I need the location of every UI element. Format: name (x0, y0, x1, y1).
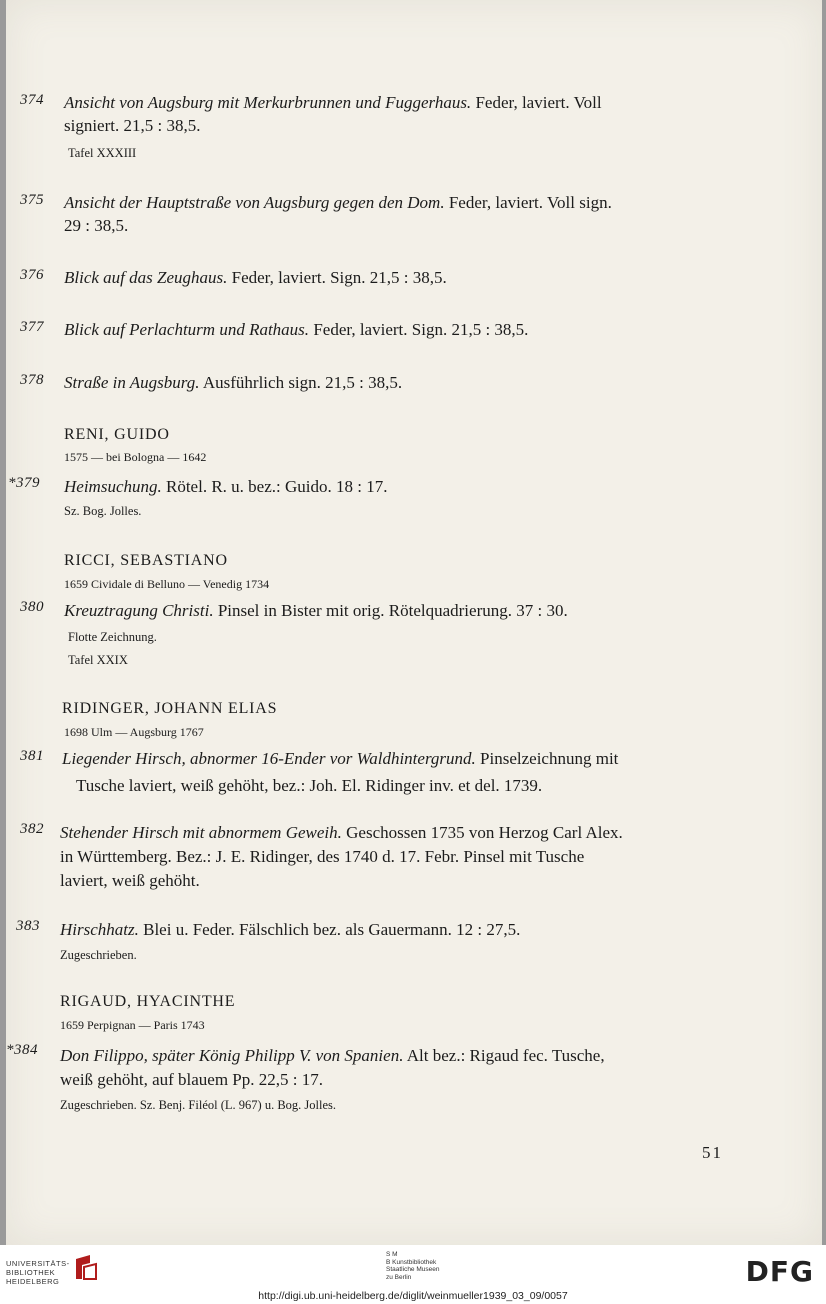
entry-number: 382 (20, 821, 44, 837)
entry-line: weiß gehöht, auf blauem Pp. 22,5 : 17. (60, 1070, 323, 1089)
entry-line: Don Filippo, später König Philipp V. von Spanien. Alt bez.: Rigaud fec. Tusche, (60, 1046, 605, 1065)
entry-note: Tafel XXIX (68, 653, 128, 667)
entry-line: Stehender Hirsch mit abnormem Geweih. Geschossen 1735 von Herzog Carl Alex. (60, 823, 623, 842)
entry-number: 374 (20, 92, 44, 108)
entry-note: Zugeschrieben. (60, 948, 137, 962)
entry-line: Tusche laviert, weiß gehöht, bez.: Joh. El. Ridinger inv. et del. 1739. (76, 776, 543, 795)
entry-note: Flotte Zeichnung. (68, 630, 157, 644)
museum-logo[interactable]: S M B Kunstbibliothek Staatliche Museen zu Berlin (386, 1251, 440, 1281)
university-logo-icon[interactable] (72, 1253, 100, 1283)
entry-line: Straße in Augsburg. Ausführlich sign. 21,5 : 38,5. (64, 373, 403, 392)
entry-line: Kreuztragung Christi. Pinsel in Bister mit orig. Rötelquadrierung. 37 : 30. (64, 601, 568, 620)
entry-line: in Württemberg. Bez.: J. E. Ridinger, des 1740 d. 17. Febr. Pinsel mit Tusche (60, 847, 585, 866)
document-page (6, 0, 822, 1245)
entry-number: *379 (8, 475, 40, 491)
artist-name: RENI, GUIDO (64, 426, 170, 443)
artist-dates: 1575 — bei Bologna — 1642 (64, 450, 207, 464)
entry-line: 29 : 38,5. (64, 216, 129, 235)
artist-dates: 1698 Ulm — Augsburg 1767 (64, 725, 204, 739)
entry-line: Blick auf Perlachturm und Rathaus. Feder, laviert. Sign. 21,5 : 38,5. (64, 320, 529, 339)
footer-bar (0, 1245, 826, 1304)
entry-line: laviert, weiß gehöht. (60, 871, 200, 890)
entry-number: 375 (20, 192, 44, 208)
entry-note: Tafel XXXIII (68, 146, 137, 160)
entry-number: 380 (20, 599, 44, 615)
artist-dates: 1659 Perpignan — Paris 1743 (60, 1018, 205, 1032)
entry-line: Ansicht der Hauptstraße von Augsburg gegen den Dom. Feder, laviert. Voll sign. (64, 193, 612, 212)
university-name[interactable]: UNIVERSITÄTS- BIBLIOTHEK HEIDELBERG (6, 1259, 70, 1286)
entry-number: 381 (20, 748, 44, 764)
entry-number: 383 (16, 918, 40, 934)
entry-line: signiert. 21,5 : 38,5. (64, 116, 201, 135)
entry-line: Heimsuchung. Rötel. R. u. bez.: Guido. 18 : 17. (64, 477, 388, 496)
entry-note: Zugeschrieben. Sz. Benj. Filéol (L. 967) u. Bog. Jolles. (60, 1098, 337, 1112)
entry-number: 378 (20, 372, 44, 388)
entry-number: 376 (20, 267, 44, 283)
entry-note: Sz. Bog. Jolles. (64, 504, 142, 518)
entry-number: 377 (20, 319, 44, 335)
entry-line: Blick auf das Zeughaus. Feder, laviert. Sign. 21,5 : 38,5. (64, 268, 447, 287)
source-url[interactable]: http://digi.ub.uni-heidelberg.de/diglit/weinmueller1939_03_09/0057 (258, 1290, 568, 1302)
entry-number: *384 (6, 1042, 38, 1058)
artist-name: RIDINGER, JOHANN ELIAS (62, 700, 278, 717)
entry-line: Ansicht von Augsburg mit Merkurbrunnen und Fuggerhaus. Feder, laviert. Voll (64, 93, 602, 112)
entry-line: Hirschhatz. Blei u. Feder. Fälschlich bez. als Gauermann. 12 : 27,5. (60, 920, 521, 939)
page-number: 51 (702, 1143, 723, 1162)
dfg-logo[interactable]: DFG (745, 1255, 814, 1288)
artist-name: RICCI, SEBASTIANO (64, 552, 228, 569)
artist-dates: 1659 Cividale di Belluno — Venedig 1734 (64, 577, 270, 591)
artist-name: RIGAUD, HYACINTHE (60, 993, 236, 1010)
entry-line: Liegender Hirsch, abnormer 16-Ender vor Waldhintergrund. Pinselzeichnung mit (62, 749, 619, 768)
